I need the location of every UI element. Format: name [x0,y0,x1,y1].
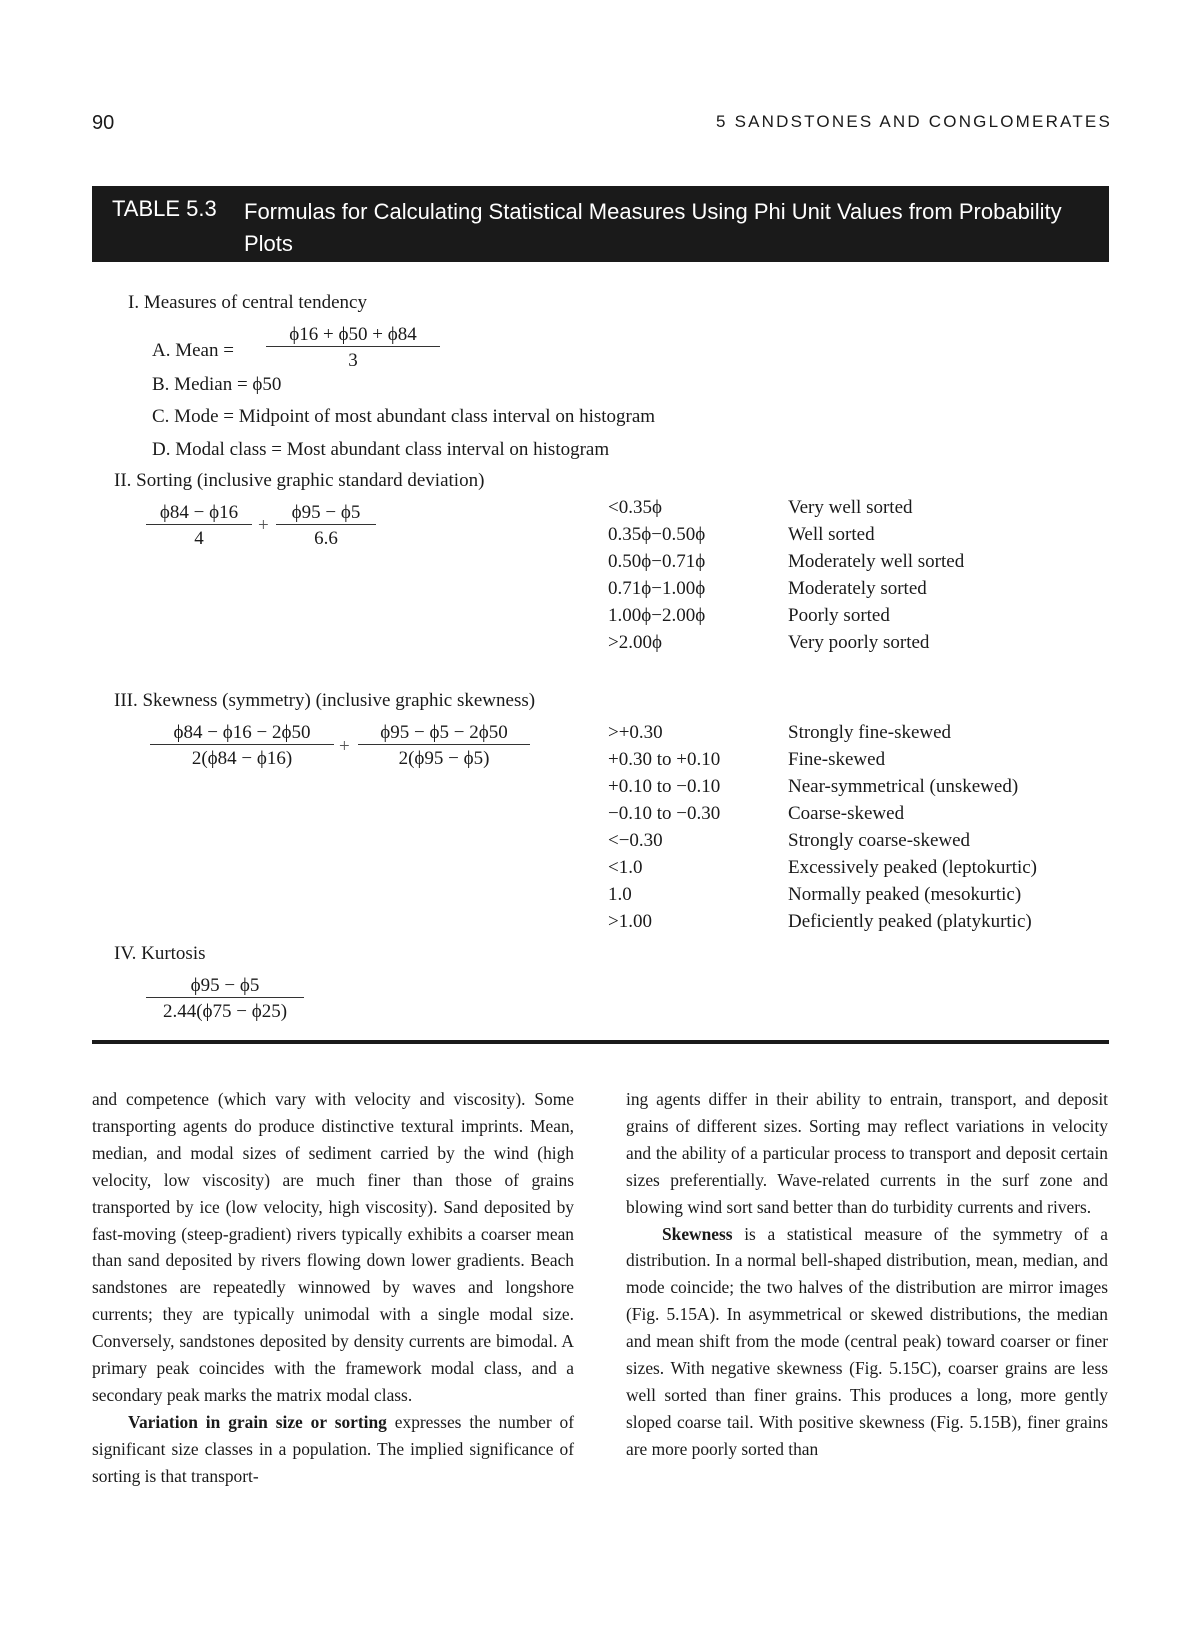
mean-formula [266,324,440,372]
sorting-plus: + [258,515,269,536]
skewness-f2-denominator: 2(ϕ95 − ϕ5) [358,744,530,770]
table-label: TABLE 5.3 [112,196,217,221]
table-title-bar [92,186,1109,262]
mode-line: C. Mode = Midpoint of most abundant class interval on histogram [152,406,656,427]
sorting-range: 0.50ϕ−0.71ϕ [608,551,706,572]
skewness-label: Fine-skewed [788,749,886,770]
right-paragraph-2 [626,1221,1108,1463]
skewness-fraction-1 [150,722,334,770]
left-paragraph-1: and competence (which vary with velocity and viscosity). Some transporting agents do produce distinctive textural imprints. Mean, median, and modal sizes of sediment carried by the wind (high velocity, low viscosity) are much finer than those of grains transported by ice (low velocity, high viscosity). Sand deposited by fast-moving (steep-gradient) rivers typically exhibits a coarser mean than sand deposited by rivers flowing down lower gradients. Beach sandstones are repeatedly winnowed by waves and longshore currents; they are typically unimodal with a single modal size. Conversely, sandstones deposited by density currents are bimodal. A primary peak coincides with the framework modal class, and a secondary peak marks the matrix modal class. [92,1089,574,1405]
sorting-fraction-1 [146,502,252,550]
sorting-label: Very well sorted [788,497,913,518]
right-paragraph-2-lead: Skewness [662,1223,733,1244]
skewness-fraction-2 [358,722,530,770]
right-paragraph-1: ing agents differ in their ability to entrain, transport, and deposit grains of different sizes. Sorting may reflect variations in velocity and the ability of a particular process to transport and deposit certain sizes preferentially. Wave-related currents in the surf zone and blowing wind sort sand better than do turbidity currents and rivers. [626,1089,1108,1217]
skewness-range: <−0.30 [608,830,663,851]
mean-label: A. Mean = [152,340,234,361]
kurtosis-label: Deficiently peaked (platykurtic) [788,911,1032,932]
left-column [92,1086,574,1490]
page-number: 90 [92,112,115,134]
mean-numerator: ϕ16 + ϕ50 + ϕ84 [289,324,417,345]
table-caption: Formulas for Calculating Statistical Measures Using Phi Unit Values from Probability Plots [244,199,1062,256]
kurtosis-numerator: ϕ95 − ϕ5 [190,975,260,996]
sorting-label: Well sorted [788,524,875,545]
skewness-plus: + [339,736,350,757]
kurtosis-range: <1.0 [608,857,643,878]
right-column [626,1086,1108,1463]
sorting-fraction-2 [276,502,376,550]
sorting-f1-numerator: ϕ84 − ϕ16 [159,502,239,523]
sorting-label: Poorly sorted [788,605,890,626]
kurtosis-denominator: 2.44(ϕ75 − ϕ25) [146,997,304,1023]
sorting-range: 0.35ϕ−0.50ϕ [608,524,706,545]
right-paragraph-2-text: is a statistical measure of the symmetry of a distribution. In a normal bell-shaped distribution, mean, median, and mode coincide; the two halves of the distribution are mirror images (Fig. 5.15A). In asymmetrical or skewed distributions, the median and mean shift from the mode (central peak) toward coarser or finer sizes. With negative skewness (Fig. 5.15C), coarser grains are less well sorted than finer grains. This produces a long, more gently sloped coarse tail. With positive skewness (Fig. 5.15B), finer grains are more poorly sorted than [626,1223,1108,1459]
kurtosis-label: Excessively peaked (leptokurtic) [788,857,1038,878]
kurtosis-range: >1.00 [608,911,652,932]
skewness-label: Coarse-skewed [788,803,905,824]
skewness-label: Strongly coarse-skewed [788,830,971,851]
kurtosis-label: Normally peaked (mesokurtic) [788,884,1022,905]
skewness-range: +0.30 to +0.10 [608,749,721,770]
table-bottom-rule [92,1040,1109,1044]
skewness-range: +0.10 to −0.10 [608,776,721,797]
section3-heading: III. Skewness (symmetry) (inclusive graphic skewness) [114,690,536,711]
sorting-label: Moderately well sorted [788,551,965,572]
left-paragraph-2-lead: Variation in grain size or sorting [128,1411,387,1432]
section2-heading: II. Sorting (inclusive graphic standard deviation) [114,470,485,491]
sorting-range: 0.71ϕ−1.00ϕ [608,578,706,599]
skewness-range: >+0.30 [608,722,663,743]
sorting-range: 1.00ϕ−2.00ϕ [608,605,706,626]
left-paragraph-2-text: expresses the number of significant size classes in a population. The implied significance of sorting is that transport- [92,1411,575,1486]
sorting-f1-denominator: 4 [146,524,252,550]
section4-heading: IV. Kurtosis [114,943,206,964]
median-line: B. Median = ϕ50 [152,374,282,395]
sorting-range: <0.35ϕ [608,497,662,518]
skewness-f2-numerator: ϕ95 − ϕ5 − 2ϕ50 [380,722,508,743]
skewness-f1-denominator: 2(ϕ84 − ϕ16) [150,744,334,770]
mean-denominator: 3 [266,346,440,372]
sorting-label: Moderately sorted [788,578,927,599]
skewness-range: −0.10 to −0.30 [608,803,721,824]
left-paragraph-2 [92,1409,574,1490]
section1-heading: I. Measures of central tendency [128,292,367,313]
sorting-label: Very poorly sorted [788,632,930,653]
skewness-label: Near-symmetrical (unskewed) [788,776,1019,797]
sorting-range: >2.00ϕ [608,632,662,653]
modal-class-line: D. Modal class = Most abundant class interval on histogram [152,439,610,460]
sorting-f2-denominator: 6.6 [276,524,376,550]
chapter-title: 5 SANDSTONES AND CONGLOMERATES [716,112,1112,131]
skewness-f1-numerator: ϕ84 − ϕ16 − 2ϕ50 [173,722,311,743]
sorting-f2-numerator: ϕ95 − ϕ5 [291,502,361,523]
skewness-label: Strongly fine-skewed [788,722,952,743]
kurtosis-formula [146,975,304,1023]
kurtosis-range: 1.0 [608,884,632,905]
